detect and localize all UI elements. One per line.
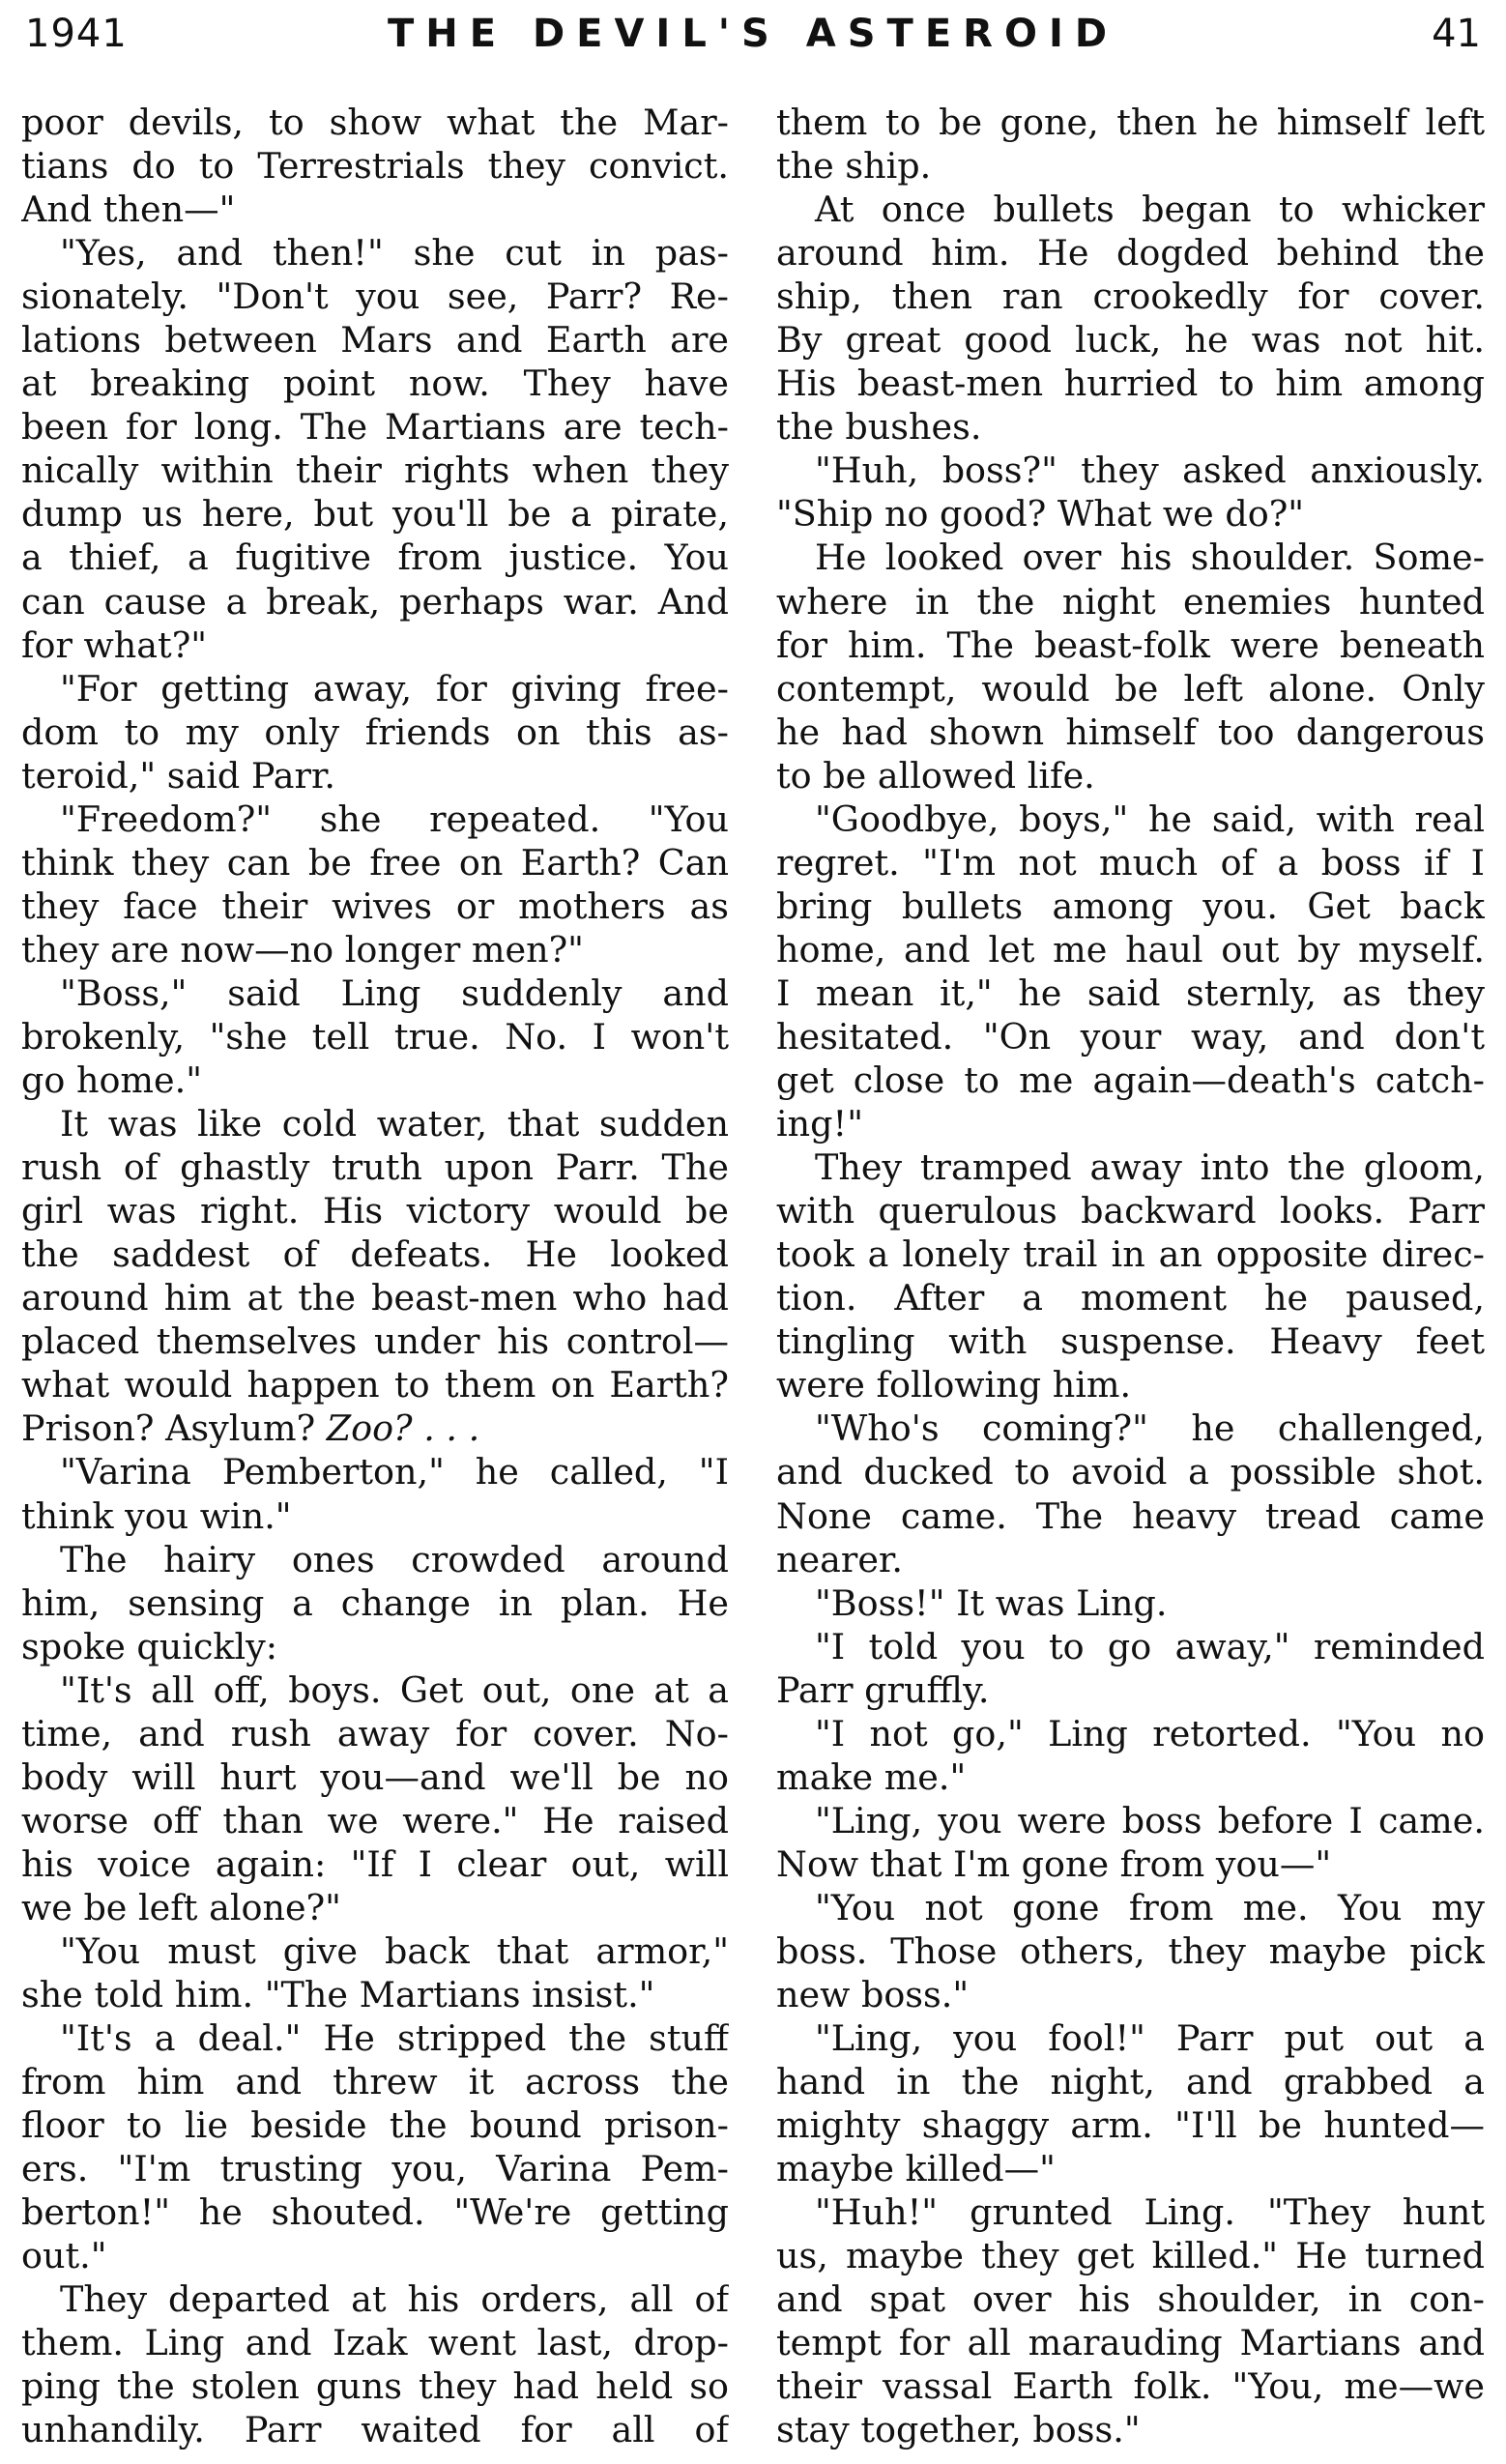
line-text: floor to lie beside the bound prison-: [21, 2104, 729, 2147]
line-text: them. Ling and Izak went last, drop-: [21, 2322, 729, 2364]
text-line: [776, 580, 1485, 623]
text-line: [21, 101, 729, 144]
text-line: [21, 1015, 729, 1058]
text-line: [776, 884, 1485, 928]
line-text: regret. "I'm not much of a boss if I: [776, 841, 1485, 884]
text-line: [776, 1406, 1485, 1450]
line-text: him, sensing a change in plan. He: [21, 1581, 729, 1624]
text-line: [21, 1929, 729, 1973]
line-text: He looked over his shoulder. Some-: [815, 536, 1485, 579]
text-line: [21, 1276, 729, 1319]
line-text: The hairy ones crowded around: [60, 1538, 729, 1580]
text-line: [21, 405, 729, 449]
line-text: where in the night enemies hunted: [776, 580, 1485, 623]
line-text: tion. After a moment he paused,: [776, 1277, 1485, 1319]
text-line: [776, 928, 1485, 971]
text-line: [776, 1276, 1485, 1319]
line-text: they are now—no longer men?": [21, 928, 584, 971]
line-text: dom to my only friends on this as-: [21, 710, 729, 753]
text-line: [21, 1450, 729, 1493]
line-text: nically within their rights when they: [21, 449, 729, 492]
line-text: None came. The heavy tread came: [776, 1494, 1485, 1537]
text-line: [21, 318, 729, 362]
page-number: 41: [1432, 12, 1481, 56]
line-text: Parr gruffly.: [776, 1668, 990, 1711]
line-text: make me.": [776, 1755, 967, 1798]
line-text: It was like cold water, that sudden: [60, 1103, 729, 1145]
line-text: from him and threw it across the: [21, 2061, 729, 2103]
line-text: "Who's coming?" he challenged,: [815, 1407, 1485, 1450]
text-line: [776, 449, 1485, 492]
line-text: body will hurt you—and we'll be no: [21, 1755, 729, 1798]
text-line: [776, 188, 1485, 231]
text-line: [776, 1363, 1485, 1406]
line-text: for what?": [21, 623, 208, 666]
line-text: "Yes, and then!" she cut in pas-: [60, 232, 729, 275]
line-text: with querulous backward looks. Parr: [776, 1190, 1485, 1232]
line-text: teroid," said Parr.: [21, 754, 336, 797]
line-text: They tramped away into the gloom,: [815, 1146, 1485, 1189]
line-text: maybe killed—": [776, 2148, 1056, 2190]
line-text: the saddest of defeats. He looked: [21, 1233, 729, 1276]
line-text: nearer.: [776, 1538, 903, 1580]
text-line: [21, 1494, 729, 1538]
text-line: [776, 1538, 1485, 1581]
text-line: [21, 536, 729, 579]
line-text: us, maybe they get killed." He turned: [776, 2235, 1485, 2277]
line-text: and spat over his shoulder, in con-: [776, 2278, 1485, 2321]
text-line: [21, 754, 729, 797]
line-text: "You not gone from me. You my: [815, 1886, 1485, 1928]
line-text: were following him.: [776, 1364, 1132, 1406]
line-text: been for long. The Martians are tech-: [21, 406, 729, 449]
text-line: [776, 1102, 1485, 1145]
line-text: girl was right. His victory would be: [21, 1190, 729, 1232]
text-line: [21, 231, 729, 275]
line-text: tempt for all marauding Martians and: [776, 2322, 1485, 2364]
text-line: [776, 101, 1485, 144]
line-text: boss. Those others, they maybe pick: [776, 1929, 1485, 1972]
line-text: the bushes.: [776, 406, 982, 449]
line-text: go home.": [21, 1059, 203, 1102]
text-line: [776, 841, 1485, 884]
line-text: they face their wives or mothers as: [21, 884, 729, 927]
text-line: [776, 2364, 1485, 2408]
text-line: [776, 2016, 1485, 2060]
text-line: [21, 2408, 729, 2451]
text-line: [21, 1363, 729, 1406]
line-text: "I told you to go away," reminded: [815, 1625, 1485, 1667]
text-line: [776, 1494, 1485, 1538]
line-text: "It's a deal." He stripped the stuff: [60, 2017, 729, 2060]
line-text: ing!": [776, 1103, 864, 1145]
line-text: worse off than we were." He raised: [21, 1799, 729, 1841]
line-text: By great good luck, he was not hit.: [776, 319, 1485, 362]
text-line: [21, 1799, 729, 1842]
line-text: I mean it," he said sternly, as they: [776, 971, 1485, 1014]
text-column-right: [776, 101, 1485, 2452]
text-line: [21, 188, 729, 231]
text-line: [776, 710, 1485, 754]
text-line: [776, 318, 1485, 362]
text-line: [776, 1319, 1485, 1363]
line-text: to be allowed life.: [776, 754, 1095, 797]
line-text: Prison? Asylum?: [21, 1407, 327, 1450]
line-text: At once bullets began to whicker: [815, 188, 1485, 231]
line-text: ers. "I'm trusting you, Varina Pem-: [21, 2148, 729, 2190]
text-line: [776, 1581, 1485, 1625]
text-line: [776, 1886, 1485, 1929]
line-text: around him at the beast-men who had: [21, 1277, 729, 1319]
line-text: think they can be free on Earth? Can: [21, 841, 729, 884]
line-text: ping the stolen guns they had held so: [21, 2365, 729, 2408]
text-line: [776, 1625, 1485, 1668]
text-line: [776, 2060, 1485, 2103]
line-text: dump us here, but you'll be a pirate,: [21, 493, 729, 536]
text-line: [776, 1189, 1485, 1232]
line-text: sionately. "Don't you see, Parr? Re-: [21, 275, 729, 318]
issue-year: 1941: [25, 12, 128, 56]
text-line: [776, 1755, 1485, 1799]
text-line: [21, 1102, 729, 1145]
line-text: she told him. "The Martians insist.": [21, 1974, 655, 2016]
line-text: get close to me again—death's catch-: [776, 1059, 1485, 1102]
line-text: Now that I'm gone from you—": [776, 1842, 1332, 1885]
text-line: [776, 1712, 1485, 1755]
line-text: stay together, boss.": [776, 2409, 1141, 2451]
text-line: [21, 2364, 729, 2408]
text-line: [776, 536, 1485, 579]
text-line: [776, 1145, 1485, 1189]
line-text: we be left alone?": [21, 1886, 341, 1928]
text-line: [21, 275, 729, 318]
line-text: and ducked to avoid a possible shot.: [776, 1451, 1485, 1493]
text-line: [776, 2408, 1485, 2451]
text-line: [21, 1145, 729, 1189]
line-text: "Ling, you were boss before I came.: [815, 1799, 1485, 1841]
line-text: "Goodbye, boys," he said, with real: [815, 797, 1485, 840]
line-text: them to be gone, then he himself left: [776, 101, 1485, 143]
text-line: [21, 580, 729, 623]
line-text: "Boss!" It was Ling.: [815, 1581, 1168, 1624]
text-line: [21, 2147, 729, 2190]
text-line: [21, 1189, 729, 1232]
line-text: their vassal Earth folk. "You, me—we: [776, 2365, 1485, 2408]
line-text: "You must give back that armor,": [60, 1929, 729, 1972]
line-text: "Huh, boss?" they asked anxiously.: [815, 449, 1485, 492]
line-text: at breaking point now. They have: [21, 362, 729, 405]
line-text-italic: Zoo? . . .: [326, 1407, 480, 1450]
text-line: [776, 2147, 1485, 2190]
text-line: [776, 971, 1485, 1015]
text-line: [776, 2190, 1485, 2234]
line-text: And then—": [21, 188, 236, 231]
line-text: the ship.: [776, 145, 932, 188]
text-line: [776, 1015, 1485, 1058]
line-text: "Ling, you fool!" Parr put out a: [815, 2017, 1485, 2060]
text-line: [21, 1712, 729, 1755]
text-line: [21, 2321, 729, 2364]
text-line: [21, 884, 729, 928]
line-text: tians do to Terrestrials they convict.: [21, 145, 729, 188]
text-line: [776, 405, 1485, 449]
line-text: new boss.": [776, 1974, 970, 2016]
text-line: [21, 1625, 729, 1668]
line-text: ship, then ran crookedly for cover.: [776, 275, 1485, 318]
text-line: [21, 1058, 729, 1102]
line-text: contempt, would be left alone. Only: [776, 667, 1485, 710]
text-line: [776, 275, 1485, 318]
text-line: [776, 2321, 1485, 2364]
line-text: rush of ghastly truth upon Parr. The: [21, 1146, 729, 1189]
text-line: [21, 1319, 729, 1363]
text-line: [21, 971, 729, 1015]
text-line: [21, 362, 729, 405]
text-line: [776, 1929, 1485, 1973]
line-text: "For getting away, for giving free-: [60, 667, 729, 710]
running-header: [25, 10, 1481, 58]
line-text: home, and let me haul out by myself.: [776, 928, 1485, 971]
text-line: [776, 144, 1485, 188]
text-line: [776, 623, 1485, 667]
text-line: [776, 1973, 1485, 2016]
line-text: what would happen to them on Earth?: [21, 1364, 729, 1406]
text-line: [21, 928, 729, 971]
text-line: [21, 1232, 729, 1276]
line-text: unhandily. Parr waited for all of: [21, 2409, 729, 2451]
text-column-left: [21, 101, 729, 2452]
text-line: [21, 1842, 729, 1886]
text-line: [776, 362, 1485, 405]
text-line: [21, 710, 729, 754]
text-line: [21, 449, 729, 492]
line-text: for him. The beast-folk were beneath: [776, 623, 1485, 666]
line-text: "Ship no good? What we do?": [776, 493, 1305, 536]
line-text: think you win.": [21, 1494, 292, 1537]
line-text: placed themselves under his control—: [21, 1320, 729, 1363]
line-text: hesitated. "On your way, and don't: [776, 1015, 1485, 1058]
text-line: [21, 2103, 729, 2147]
text-line: [776, 1799, 1485, 1842]
text-line: [776, 1232, 1485, 1276]
text-line: [21, 623, 729, 667]
text-line: [21, 2060, 729, 2103]
text-line: [776, 754, 1485, 797]
line-text: His beast-men hurried to him among: [776, 362, 1485, 405]
line-text: "I not go," Ling retorted. "You no: [815, 1712, 1485, 1754]
line-text: a thief, a fugitive from justice. You: [21, 536, 729, 579]
story-title: THE DEVIL'S ASTEROID: [387, 12, 1119, 56]
text-line: [21, 1755, 729, 1799]
line-text: "Varina Pemberton," he called, "I: [60, 1451, 729, 1493]
text-line: [21, 144, 729, 188]
text-line: [776, 1668, 1485, 1712]
text-line: [21, 1668, 729, 1712]
text-line: [21, 1581, 729, 1625]
text-line: [21, 492, 729, 536]
text-line: [776, 1842, 1485, 1886]
line-text: poor devils, to show what the Mar-: [21, 101, 729, 143]
line-text: hand in the night, and grabbed a: [776, 2061, 1485, 2103]
text-line: [21, 797, 729, 841]
text-line: [21, 2016, 729, 2060]
text-line: [776, 797, 1485, 841]
text-line: [776, 2234, 1485, 2277]
text-line: [21, 1973, 729, 2016]
line-text: "Freedom?" she repeated. "You: [60, 797, 729, 840]
line-text: he had shown himself too dangerous: [776, 710, 1485, 753]
line-text: brokenly, "she tell true. No. I won't: [21, 1015, 729, 1058]
line-text: "Boss," said Ling suddenly and: [60, 971, 729, 1014]
text-line: [776, 231, 1485, 275]
text-line: [21, 2190, 729, 2234]
text-line: [776, 2103, 1485, 2147]
text-line: [21, 1538, 729, 1581]
text-line: [776, 667, 1485, 710]
line-text: spoke quickly:: [21, 1625, 278, 1667]
text-line: [21, 1406, 729, 1450]
line-text: his voice again: "If I clear out, will: [21, 1842, 729, 1885]
text-line: [21, 667, 729, 710]
text-line: [776, 2277, 1485, 2321]
text-line: [21, 1886, 729, 1929]
line-text: berton!" he shouted. "We're getting: [21, 2191, 729, 2234]
line-text: They departed at his orders, all of: [60, 2278, 729, 2321]
line-text: bring bullets among you. Get back: [776, 884, 1485, 927]
line-text: took a lonely trail in an opposite direc-: [776, 1233, 1485, 1276]
line-text: lations between Mars and Earth are: [21, 319, 729, 362]
line-text: can cause a break, perhaps war. And: [21, 580, 729, 623]
text-line: [776, 1058, 1485, 1102]
text-line: [776, 1450, 1485, 1493]
line-text: tingling with suspense. Heavy feet: [776, 1320, 1485, 1363]
line-text: time, and rush away for cover. No-: [21, 1712, 729, 1754]
line-text: "Huh!" grunted Ling. "They hunt: [815, 2191, 1485, 2234]
text-line: [21, 2234, 729, 2277]
line-text: out.": [21, 2235, 107, 2277]
line-text: mighty shaggy arm. "I'll be hunted—: [776, 2104, 1485, 2147]
text-line: [776, 492, 1485, 536]
line-text: "It's all off, boys. Get out, one at a: [60, 1668, 729, 1711]
text-line: [21, 841, 729, 884]
text-line: [21, 2277, 729, 2321]
line-text: around him. He dogded behind the: [776, 232, 1485, 275]
